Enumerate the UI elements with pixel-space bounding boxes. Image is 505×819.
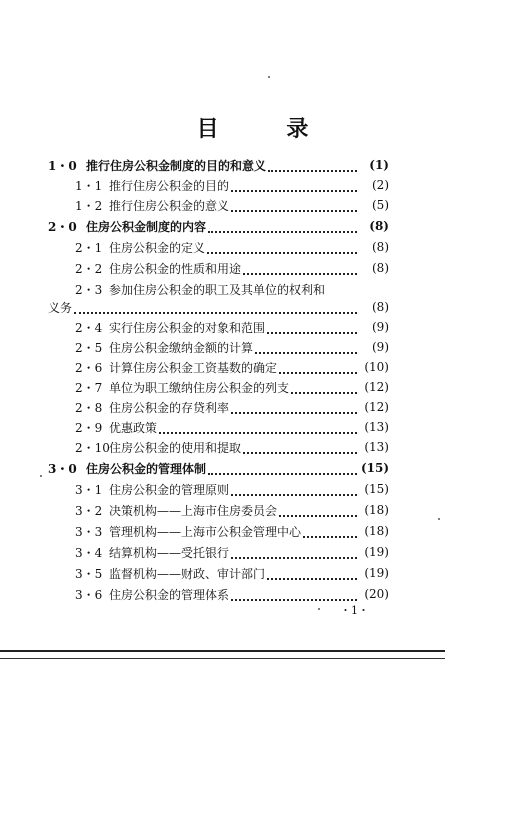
- toc-page: (8): [369, 219, 389, 233]
- toc-number: 2・2: [75, 261, 103, 276]
- toc-page: (15): [364, 482, 389, 496]
- toc-entry: [75, 195, 389, 215]
- dot-leader: [159, 422, 357, 434]
- toc-entry: [75, 357, 389, 377]
- toc-page: (18): [364, 524, 389, 538]
- toc-page: (13): [364, 420, 389, 434]
- toc-number: 2・9: [75, 420, 103, 435]
- toc-page: (19): [364, 566, 389, 580]
- dot-leader: [231, 589, 357, 601]
- toc-page: (9): [372, 340, 389, 354]
- dot-leader: [268, 160, 357, 172]
- page-title: 目 录: [196, 116, 339, 142]
- toc-number: 1・0: [48, 158, 77, 173]
- toc-title: 住房公积金的存贷利率: [109, 400, 230, 415]
- dot-leader: [279, 362, 357, 374]
- toc-title: 住房公积金的管理体系: [109, 587, 230, 602]
- toc-entry: [75, 417, 389, 437]
- toc-entry-continuation: [48, 297, 389, 317]
- scan-speck: [40, 475, 42, 477]
- toc-number: 2・5: [75, 340, 103, 355]
- toc-title: 结算机构——受托银行: [109, 545, 230, 560]
- dot-leader: [231, 180, 357, 192]
- toc-title: 住房公积金的性质和用途: [109, 261, 242, 276]
- toc-entry: [75, 542, 389, 562]
- toc-entry: [75, 377, 389, 397]
- toc-title: 实行住房公积金的对象和范围: [109, 320, 266, 335]
- toc-page: (20): [364, 587, 389, 601]
- toc-number: 2・6: [75, 360, 103, 375]
- dot-leader: [267, 568, 357, 580]
- toc-entry: [75, 317, 389, 337]
- dot-leader: [279, 505, 357, 517]
- dot-leader: [267, 322, 357, 334]
- scan-speck: [268, 76, 270, 78]
- toc-title: 义务: [48, 300, 73, 315]
- toc-title: 优惠政策: [109, 420, 158, 435]
- toc-entry: [75, 521, 389, 541]
- toc-page: (8): [372, 300, 389, 314]
- toc-title: 决策机构——上海市住房委员会: [109, 503, 278, 518]
- toc-number: 1・1: [75, 178, 103, 193]
- toc-page: (5): [372, 198, 389, 212]
- dot-leader: [208, 463, 357, 475]
- dot-leader: [303, 526, 357, 538]
- toc-entry: [48, 155, 389, 175]
- toc-entry: [75, 500, 389, 520]
- toc-page: (18): [364, 503, 389, 517]
- toc-entry: [75, 237, 389, 257]
- toc-number: 3・3: [75, 524, 103, 539]
- toc-number: 1・2: [75, 198, 103, 213]
- toc-title: 住房公积金的定义: [109, 240, 206, 255]
- toc-page: (19): [364, 545, 389, 559]
- toc-number: 2・3: [75, 282, 103, 297]
- toc-title: 管理机构——上海市公积金管理中心: [109, 524, 302, 539]
- toc-title: 住房公积金的使用和提取: [109, 440, 242, 455]
- toc-entry: [75, 584, 389, 604]
- toc-number: 3・6: [75, 587, 103, 602]
- toc-title: 住房公积金的管理原则: [109, 482, 230, 497]
- dot-leader: [231, 200, 357, 212]
- toc-entry: [75, 437, 389, 457]
- toc-entry: [48, 458, 389, 478]
- toc-title: 推行住房公积金的目的: [109, 178, 230, 193]
- toc-number: 2・4: [75, 320, 103, 335]
- dot-leader: [231, 547, 357, 559]
- bottom-rule-thin: [0, 658, 445, 659]
- dot-leader: [243, 263, 357, 275]
- toc-entry: [48, 216, 389, 236]
- dot-leader: [243, 442, 357, 454]
- dot-leader: [231, 484, 357, 496]
- toc-number: 2・0: [48, 219, 77, 234]
- toc-page: (12): [364, 380, 389, 394]
- dot-leader: [231, 402, 357, 414]
- toc-entry: [75, 337, 389, 357]
- toc-number: 2・10: [75, 440, 110, 455]
- toc-title: 推行住房公积金制度的目的和意义: [86, 158, 267, 173]
- scan-speck: [438, 518, 440, 520]
- toc-page: (2): [372, 178, 389, 192]
- toc-page: (8): [372, 261, 389, 275]
- toc-page: (8): [372, 240, 389, 254]
- scan-speck: [318, 608, 320, 610]
- dot-leader: [207, 242, 357, 254]
- dot-leader: [255, 342, 357, 354]
- toc-page: (10): [364, 360, 389, 374]
- toc-number: 3・4: [75, 545, 103, 560]
- toc-number: 3・5: [75, 566, 103, 581]
- toc-entry: [75, 397, 389, 417]
- toc-page: (12): [364, 400, 389, 414]
- toc-page: (13): [364, 440, 389, 454]
- toc-title: 计算住房公积金工资基数的确定: [109, 360, 278, 375]
- toc-title: 参加住房公积金的职工及其单位的权利和: [109, 282, 326, 297]
- toc-page: (15): [360, 461, 389, 475]
- bottom-rule: [0, 650, 445, 652]
- toc-title: 住房公积金的管理体制: [86, 461, 207, 476]
- toc-entry: [75, 258, 389, 278]
- toc-number: 2・7: [75, 380, 103, 395]
- page-number: ・1・: [340, 604, 369, 617]
- toc-page: (1): [369, 158, 389, 172]
- dot-leader: [291, 382, 357, 394]
- toc-title: 住房公积金缴纳金额的计算: [109, 340, 254, 355]
- toc-number: 3・1: [75, 482, 103, 497]
- toc-entry: [75, 175, 389, 195]
- toc-number: 2・8: [75, 400, 103, 415]
- toc-title: 监督机构——财政、审计部门: [109, 566, 266, 581]
- toc-number: 3・0: [48, 461, 77, 476]
- toc-number: 2・1: [75, 240, 103, 255]
- dot-leader: [208, 221, 357, 233]
- toc-number: 3・2: [75, 503, 103, 518]
- toc-title: 住房公积金制度的内容: [86, 219, 207, 234]
- toc-page: (9): [372, 320, 389, 334]
- toc-entry: [75, 479, 389, 499]
- toc-title: 单位为职工缴纳住房公积金的列支: [109, 380, 290, 395]
- dot-leader: [74, 302, 357, 314]
- toc-title: 推行住房公积金的意义: [109, 198, 230, 213]
- toc-entry: [75, 279, 389, 299]
- toc-entry: [75, 563, 389, 583]
